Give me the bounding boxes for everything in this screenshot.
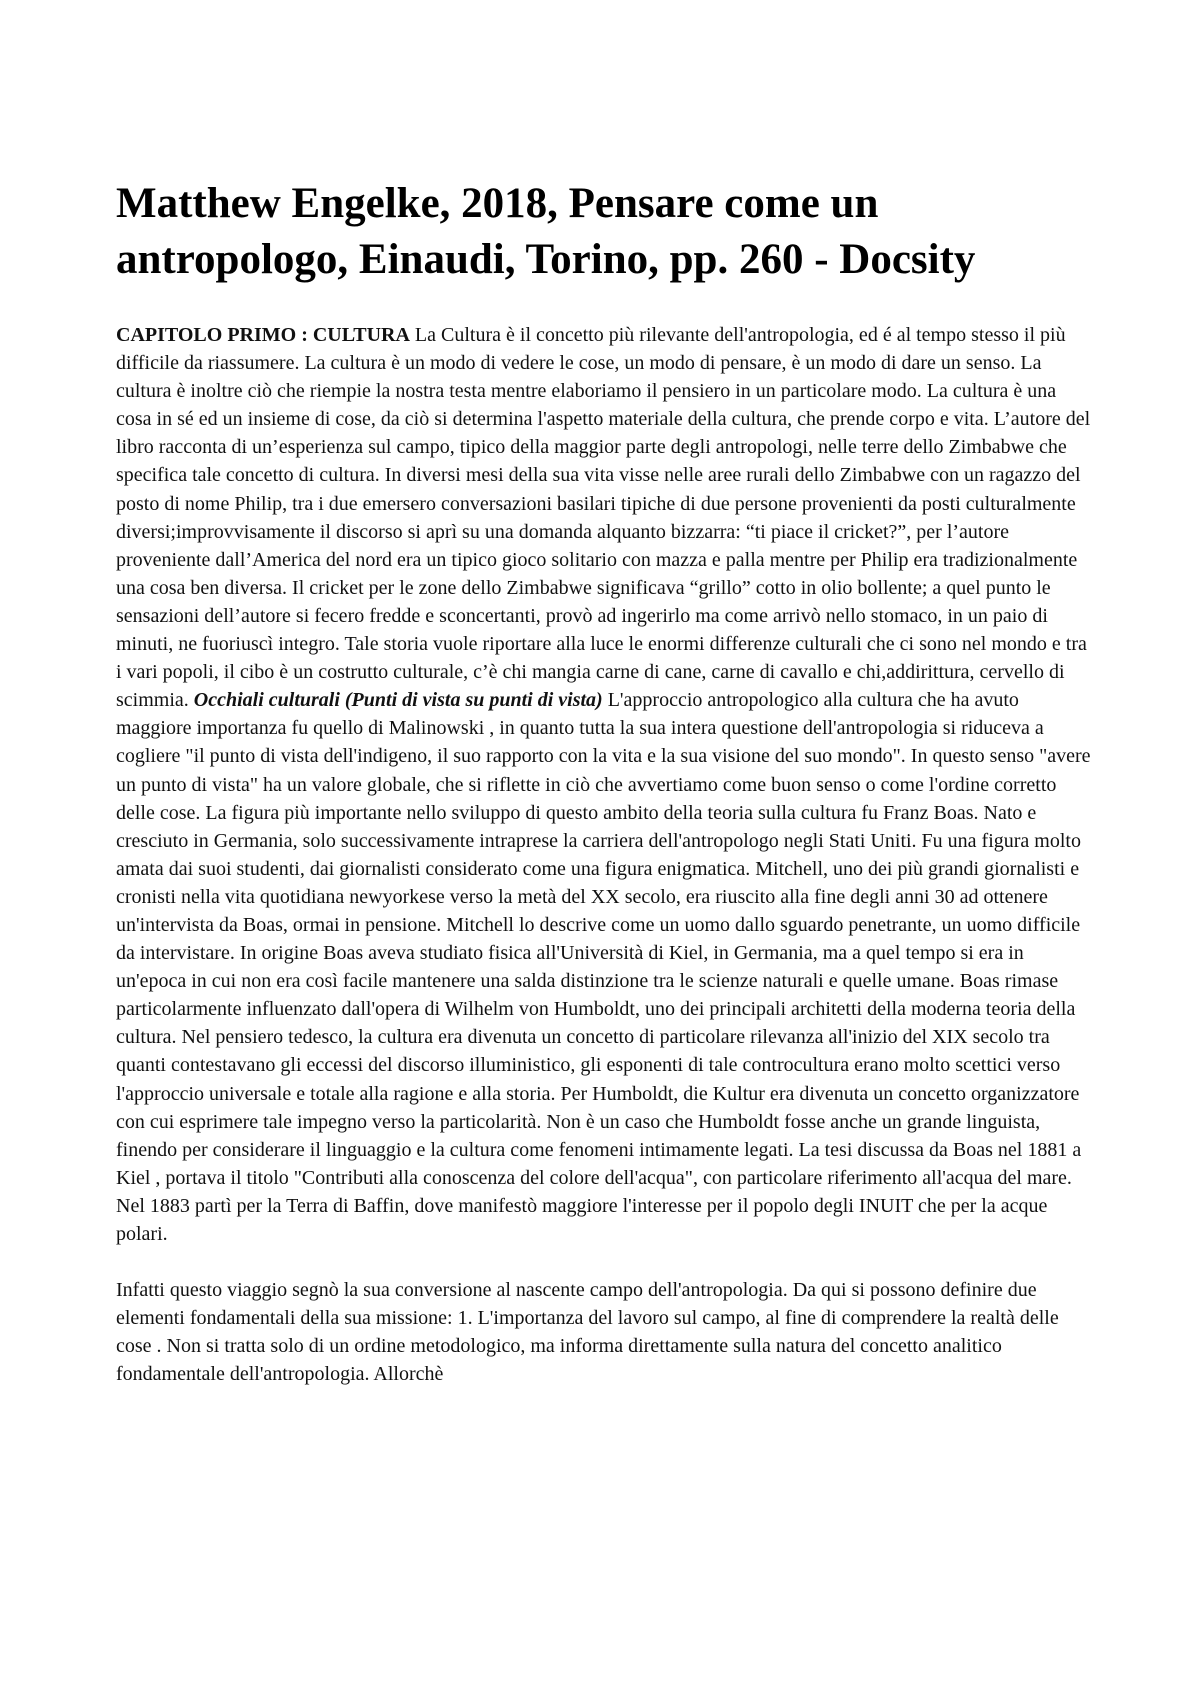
chapter-heading: CAPITOLO PRIMO : CULTURA xyxy=(116,324,410,346)
paragraph-1-text-b: L'approccio antropologico alla cultura che ha avuto maggiore importanza fu quello di Malinowski , in quanto tutta la sua intera questione dell'antropologia si riduceva a cogliere "il punto di vista dell'indigeno, il suo rapporto con la vita e la sua visione del suo mondo". In questo senso "avere un punto di vista" ha un valore globale, che si riflette in ciò che avvertiamo come buon senso o come l'ordine corretto delle cose. La figura più importante nello sviluppo di questo ambito della teoria sulla cultura fu Franz Boas. Nato e cresciuto in Germania, solo successivamente intraprese la carriera dell'antropologo negli Stati Uniti. Fu una figura molto amata dai suoi studenti, dai giornalisti considerato come una figura enigmatica. Mitchell, uno dei più grandi giornalisti e cronisti nella vita quotidiana newyorkese verso la metà del XX secolo, era riuscito alla fine degli anni 30 ad ottenere un'intervista da Boas, ormai in pensione. Mitchell lo descrive come un uomo dallo sguardo penetrante, un uomo difficile da intervistare. In origine Boas aveva studiato fisica all'Università di Kiel, in Germania, ma a quel tempo si era in un'epoca in cui non era così facile mantenere una salda distinzione tra le scienze naturali e quelle umane. Boas rimase particolarmente influenzato dall'opera di Wilhelm von Humboldt, uno dei principali architetti della moderna teoria della cultura. Nel pensiero tedesco, la cultura era divenuta un concetto di particolare rilevanza all'inizio del XIX secolo tra quanti contestavano gli eccessi del discorso illuministico, gli esponenti di tale controcultura erano molto scettici verso l'approccio universale e totale alla ragione e alla storia. Per Humboldt, die Kultur era divenuta un concetto organizzatore con cui esprimere tale impegno verso la particolarità. Non è un caso che Humboldt fosse anche un grande linguista, finendo per considerare il linguaggio e la cultura come fenomeni intimamente legati. La tesi discussa da Boas nel 1881 a Kiel , portava il titolo "Contributi alla conoscenza del colore dell'acqua", con particolare riferimento all'acqua del mare. Nel 1883 partì per la Terra di Baffin, dove manifestò maggiore l'interesse per il popolo degli INUIT che per la acque polari. xyxy=(116,689,1091,1245)
paragraph-1 xyxy=(116,321,1091,1248)
paragraph-2: Infatti questo viaggio segnò la sua conversione al nascente campo dell'antropologia. Da qui si possono definire due elementi fondamentali della sua missione: 1. L'importanza del lavoro sul campo, al fine di comprendere la realtà delle cose . Non si tratta solo di un ordine metodologico, ma informa direttamente sulla natura del concetto analitico fondamentale dell'antropologia. Allorchè xyxy=(116,1279,1059,1386)
document-title: Matthew Engelke, 2018, Pensare come un antropologo, Einaudi, Torino, pp. 260 - Docsity xyxy=(116,180,976,283)
paragraph-1-text-a: La Cultura è il concetto più rilevante dell'antropologia, ed é al tempo stesso il più difficile da riassumere. La cultura è un modo di vedere le cose, un modo di pensare, è un modo di dare un senso. La cultura è inoltre ciò che riempie la nostra testa mentre elaboriamo il pensiero in un particolare modo. La cultura è una cosa in sé ed un insieme di cose, da ciò si determina l'aspetto materiale della cultura, che prende corpo e vita. L’autore del libro racconta di un’esperienza sul campo, tipico della maggior parte degli antropologi, nelle terre dello Zimbabwe che specifica tale concetto di cultura. In diversi mesi della sua vita visse nelle aree rurali dello Zimbabwe con un ragazzo del posto di nome Philip, tra i due emersero conversazioni basilari tipiche di due persone provenienti da posti culturalmente diversi;improvvisamente il discorso si aprì su una domanda alquanto bizzarra: “ti piace il cricket?”, per l’autore proveniente dall’America del nord era un tipico gioco solitario con mazza e palla mentre per Philip era tradizionalmente una cosa ben diversa. Il cricket per le zone dello Zimbabwe significava “grillo” cotto in olio bollente; a quel punto le sensazioni dell’autore si fecero fredde e sconcertanti, provò ad ingerirlo ma come arrivò nello stomaco, in un paio di minuti, ne fuoriuscì integro. Tale storia vuole riportare alla luce le enormi differenze culturali che ci sono nel mondo e tra i vari popoli, il cibo è un costrutto culturale, c’è chi mangia carne di cane, carne di cavallo e chi,addirittura, cervello di scimmia. xyxy=(116,324,1091,712)
section-subheading: Occhiali culturali (Punti di vista su punti di vista) xyxy=(193,689,603,712)
document-page xyxy=(116,176,1091,1388)
